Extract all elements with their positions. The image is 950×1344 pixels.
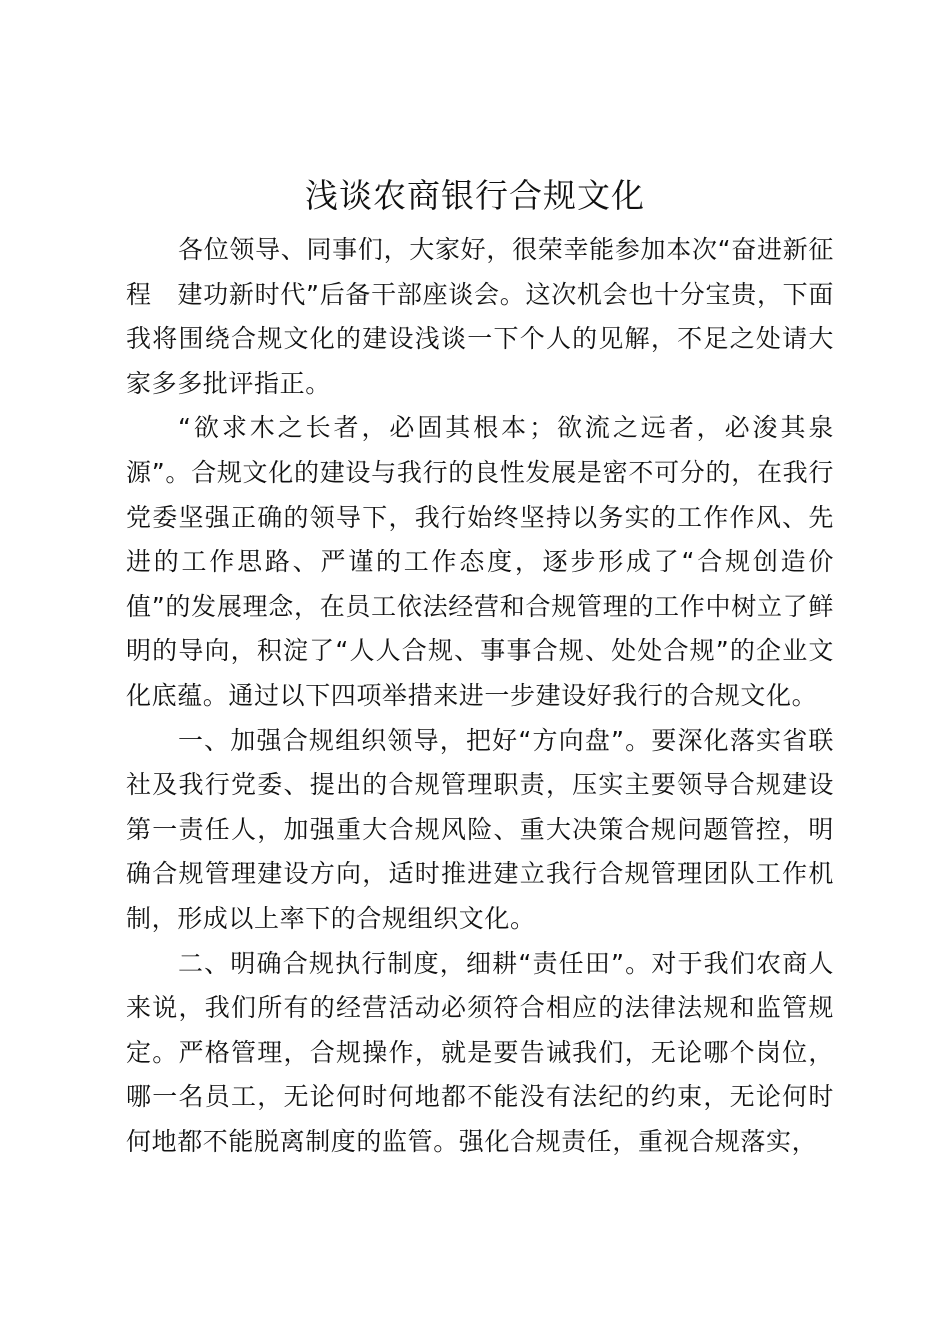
document-body bbox=[126, 228, 834, 1164]
paragraph-opening: 各位领导、同事们，大家好，很荣幸能参加本次“奋进新征程 建功新时代”后备干部座谈会。这次机会也十分宝贵，下面我将围绕合规文化的建设浅谈一下个人的见解，不足之处请大家多多批评指正。 bbox=[126, 235, 834, 398]
document-title: 浅谈农商银行合规文化 bbox=[305, 176, 645, 215]
paragraph-point-one: 一、加强合规组织领导，把好“方向盘”。要深化落实省联社及我行党委、提出的合规管理职责，压实主要领导合规建设第一责任人，加强重大合规风险、重大决策合规问题管控，明确合规管理建设方向，适时推进建立我行合规管理团队工作机制，形成以上率下的合规组织文化。 bbox=[126, 725, 834, 933]
paragraph-point-two: 二、明确合规执行制度，细耕“责任田”。对于我们农商人来说，我们所有的经营活动必须符合相应的法律法规和监管规定。严格管理，合规操作，就是要告诫我们，无论哪个岗位，哪一名员工，无论何时何地都不能没有法纪的约束，无论何时何地都不能脱离制度的监管。强化合规责任，重视合规落实， bbox=[126, 948, 834, 1156]
paragraph-intro-quote: “欲求木之长者，必固其根本；欲流之远者，必浚其泉源”。合规文化的建设与我行的良性发展是密不可分的，在我行党委坚强正确的领导下，我行始终坚持以务实的工作作风、先进的工作思路、严谨的工作态度，逐步形成了“合规创造价值”的发展理念，在员工依法经营和合规管理的工作中树立了鲜明的导向，积淀了“人人合规、事事合规、处处合规”的企业文化底蕴。通过以下四项举措来进一步建设好我行的合规文化。 bbox=[126, 413, 834, 710]
